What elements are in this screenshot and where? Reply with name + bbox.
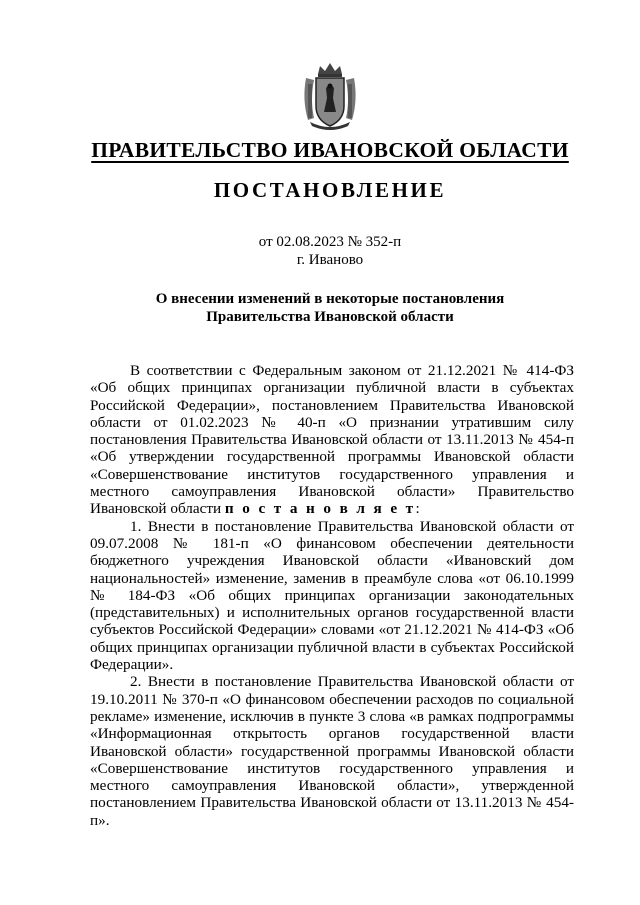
preamble-text: В соответствии с Федеральным законом от 21.12.2021 № 414-ФЗ «Об общих принципах организации публичной власти в субъектах Российской Федерации», постановлением Правительства Ивановской области от 01.02.2023 № 40-п «О признании утратившим силу постановления Правительства Ивановской области от 13.11.2013 № 454-п «Об утверждении государственной программы Ивановской области «Совершенствование институтов государственного управления и местного самоуправления Ивановской области» Правительство Ивановской области xyxy=(90,362,574,518)
subject-line-1: О внесении изменений в некоторые постановления xyxy=(155,291,505,307)
document-subject xyxy=(90,290,570,326)
subject-line-2: Правительства Ивановской области xyxy=(206,309,454,325)
preamble-paragraph xyxy=(90,362,574,518)
item-paragraph-2: 2. Внести в постановление Правительства Ивановской области от 19.10.2011 № 370-п «О финансовом обеспечении расходов по социальной рекламе» изменение, исключив в пункте 3 слова «в рамках подпрограммы «Информационная открытость органов государственной власти Ивановской области» государственной программы Ивановской области «Совершенствование институтов государственного управления и местного самоуправления Ивановской области», утвержденной постановлением Правительства Ивановской области от 13.11.2013 № 454-п». xyxy=(90,673,574,829)
government-title: ПРАВИТЕЛЬСТВО ИВАНОВСКОЙ ОБЛАСТИ xyxy=(91,138,569,162)
document-type-heading: ПОСТАНОВЛЕНИЕ xyxy=(213,178,447,202)
document-city: г. Иваново xyxy=(296,252,364,268)
resolve-word: п о с т а н о в л я е т xyxy=(224,500,416,518)
coat-of-arms-icon xyxy=(298,60,362,132)
item-paragraph-1: 1. Внести в постановление Правительства Ивановской области от 09.07.2008 № 181-п «О финансовом обеспечении деятельности бюджетного учреждения Ивановской области «Ивановский дом национальностей» изменение, заменив в преамбуле слова «от 06.10.1999 № 184-ФЗ «Об общих принципах организации законодательных (представительных) и исполнительных органов государственной власти субъектов Российской Федерации» словами «от 21.12.2021 № 414-ФЗ «Об общих принципах организации публичной власти в субъектах Российской Федерации». xyxy=(90,517,574,674)
coat-of-arms-emblem xyxy=(298,60,362,132)
document-date-number: от 02.08.2023 № 352-п xyxy=(258,234,402,250)
document-body xyxy=(90,362,574,829)
preamble-colon: : xyxy=(415,500,420,518)
